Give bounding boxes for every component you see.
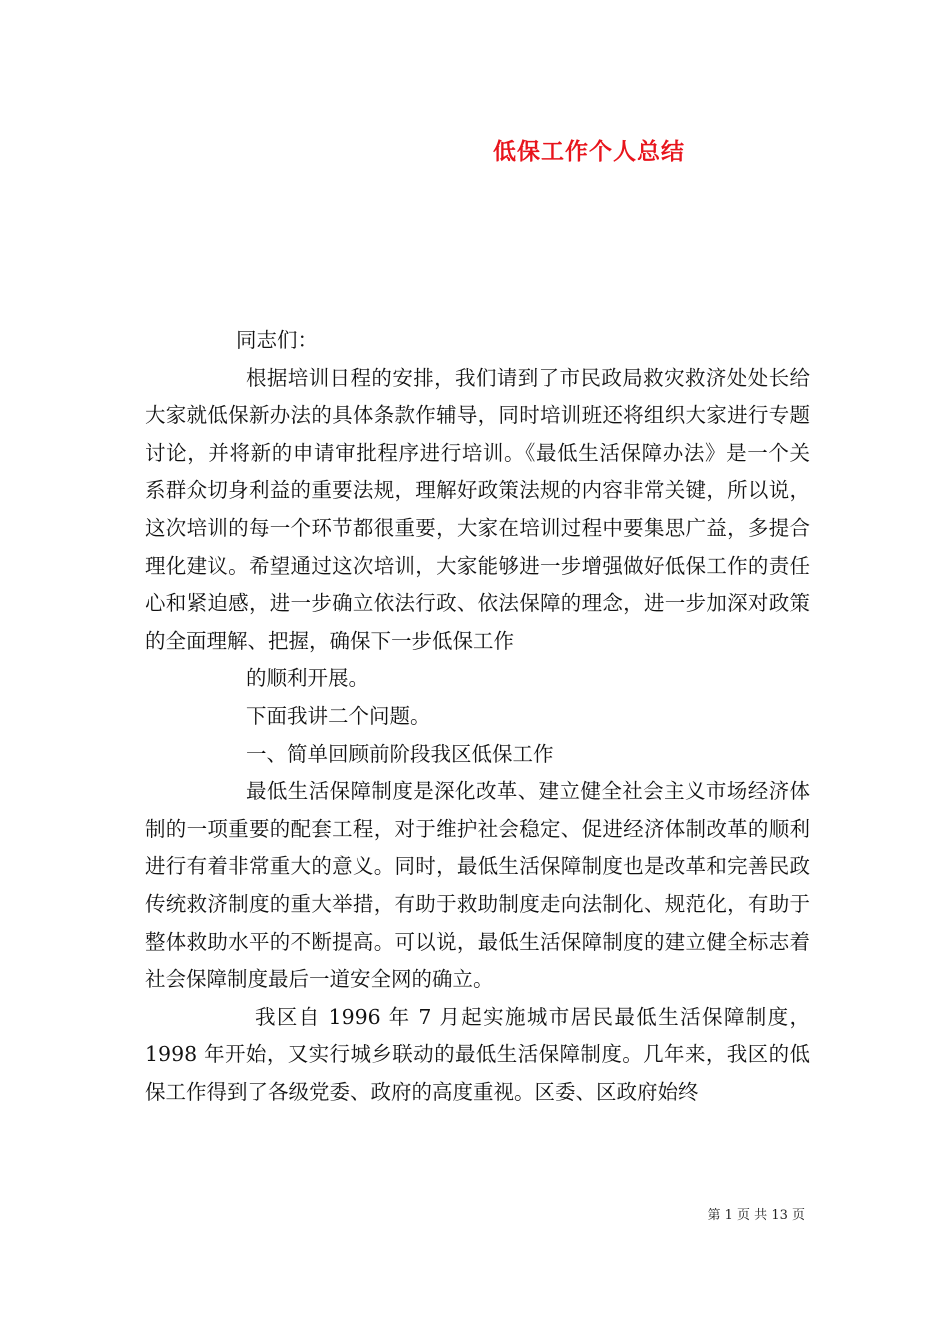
page-number: 第 1 页 共 13 页 bbox=[707, 1208, 805, 1223]
document-body bbox=[145, 322, 810, 1111]
paragraph-history: 我区自 1996 年 7 月起实施城市居民最低生活保障制度，1998 年开始，又实行城乡联动的最低生活保障制度。几年来，我区的低保工作得到了各级党委、政府的高度重视。区委、区政府始终 bbox=[145, 1004, 810, 1104]
paragraph-system: 最低生活保障制度是深化改革、建立健全社会主义市场经济体制的一项重要的配套工程，对于维护社会稳定、促进经济体制改革的顺利进行有着非常重大的意义。同时，最低生活保障制度也是改革和完善民政传统救济制度的重大举措，有助于救助制度走向法制化、规范化，有助于整体救助水平的不断提高。可以说，最低生活保障制度的建立健全标志着社会保障制度最后一道安全网的确立。 bbox=[145, 779, 810, 992]
paragraph-intro-continued: 的顺利开展。 bbox=[246, 666, 369, 691]
document-title: 低保工作个人总结 bbox=[493, 138, 685, 165]
salutation: 同志们： bbox=[236, 328, 318, 352]
paragraph-intro: 根据培训日程的安排，我们请到了市民政局救灾救济处处长给大家就低保新办法的具体条款作辅导，同时培训班还将组织大家进行专题讨论，并将新的申请审批程序进行培训。《最低生活保障办法》是一个关系群众切身利益的重要法规，理解好政策法规的内容非常关键，所以说，这次培训的每一个环节都很重要，大家在培训过程中要集思广益，多提合理化建议。希望通过这次培训，大家能够进一步增强做好低保工作的责任心和紧迫感，进一步确立依法行政、依法保障的理念，进一步加深对政策的全面理解、把握，确保下一步低保工作 bbox=[145, 365, 810, 653]
section-heading-1: 一、简单回顾前阶段我区低保工作 bbox=[246, 741, 554, 766]
paragraph-topics: 下面我讲二个问题。 bbox=[246, 703, 431, 728]
